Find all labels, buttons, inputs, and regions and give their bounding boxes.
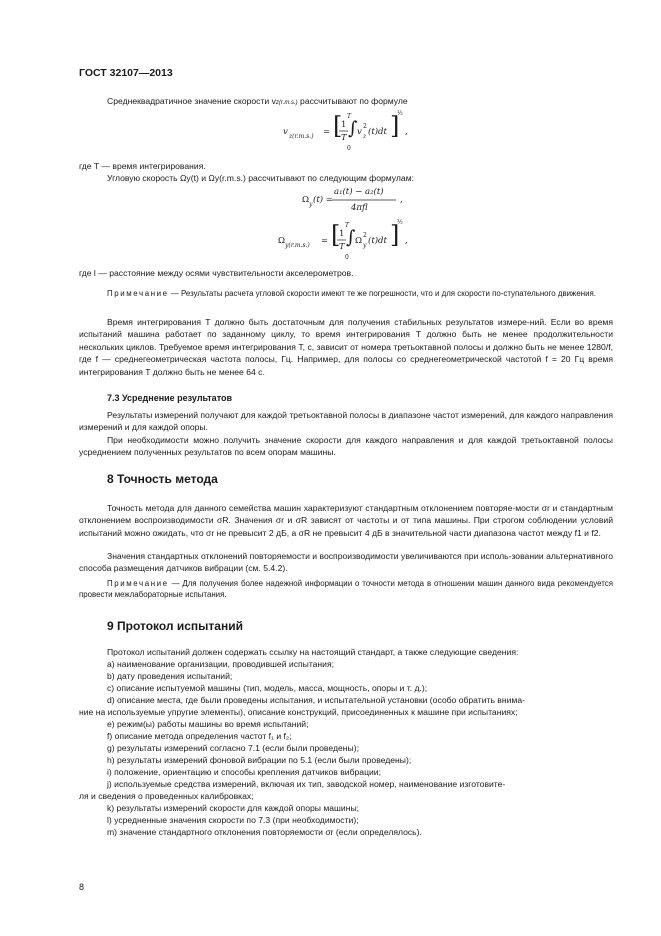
note-1: Примечание — Результаты расчета угловой скорости имеют те же погрешности, что и для скорости по-ступательного движения. xyxy=(107,289,596,298)
list-item: l) усредненные значения скорости по 7.3 (при необходимости); xyxy=(107,815,359,825)
section-7-3-title: 7.3 Усреднение результатов xyxy=(107,393,233,403)
list-item: g) результаты измерений согласно 7.1 (если были проведены); xyxy=(107,743,359,753)
list-item: f) описание метода определения частот f₁ и f₂; xyxy=(107,731,292,741)
angular-intro: Угловую скорость Ωy(t) и Ωy(r.m.s.) рассчитывают по следующим формулам: xyxy=(107,173,415,183)
document-page: ГОСТ 32107—2013 Среднеквадратичное значение скорости vz(r.m.s.) рассчитывают по формуле v z(r.m.s.) = [ 1 T T ∫ 0 v 2 z (t)dt ] ½ , где T — время интегрирования. Угловую скорость Ωy(t) и Ωy(r.m.s.) рассчитывают по следующим формулам: Ω y (t) = a₁(t) − a₂(t) 4πfl , Ω y(r.m.s.) = [ 1 T T ∫ 0 Ω 2 y (t)dt ] ½ , где l — расстояние между осями чувствительности акселерометров. Примечание — Результаты расчета угловой скорости имеют те же погрешности, что и для скорости по-ступательного движения. Время интегрирования T должно быть достаточным для получения стабильных результатов измере-ний. Если во время испытаний машина работает по заданному циклу, то время интегрирования T должно быть не менее продолжительности нескольких циклов. Требуемое время интегрирования T, с, зависит от номера третьоктавной полосы и должно быть не менее 1280/f, где f — среднегеометрическая частота полосы, Гц. Например, для полосы со среднегеометрической частотой f = 20 Гц время интегрирования T должно быть не менее 64 с. 7.3 Усреднение результатов Результаты измерений получают для каждой третьоктавной полосы в диапазоне частот измерений, для каждого направления измерений и для каждой опоры. При необходимости можно получить значение скорости для каждого направления и для каждой третьоктавной полосы усреднением полученных результатов по всем опорам машины. 8 Точность метода Точность метода для данного семейства машин характеризуют стандартным отклонением повторяе-мости σr и стандартным отклонением воспроизводимости σR. Значения σr и σR зависят от частоты и от типа машины. При строгом соблюдении условий испытаний можно ожидать, что σr не превысит 2 дБ, а σR не превысит 4 дБ в значительной части диапазона частот между f1 и f2. Значения стандартных отклонений повторяемости и воспроизводимости увеличиваются при исполь-зовании альтернативного способа размещения датчиков вибрации (см. 5.4.2). Примечание — Для получения более надежной информации о точности метода в отношении машин данного вида рекомендуется провести межлабораторные испытания. 9 Протокол испытаний Протокол испытаний должен содержать ссылку на настоящий стандарт, а также следующие сведения: а) наименование организации, проводившей испытания; b) дату проведения испытаний; с) описание испытуемой машины (тип, модель, масса, мощность, опоры и т. д.); d) описание места, где были проведены испытания, и испытательной установки (особо обратить внима- ние на используемые упругие элементы), описание конструкций, присоединенных к машине при испытаниях; е) режим(ы) работы машины во время испытаний; f) описание метода определения частот f₁ и f₂; g) результаты измерений согласно 7.1 (если были проведены); h) результаты измерений фоновой вибрации по 5.1 (если были проведены); i) положение, ориентацию и способы крепления датчиков вибрации; j) используемые средства измерений, включая их тип, заводской номер, наименование изготовите- ля и сведения о проведенных калибровках; k) результаты измерений скорости для каждой опоры машины; l) усредненные значения скорости по 7.3 (при необходимости); m) значение стандартного отклонения повторяемости σr (если определялось). 8 xyxy=(79,67,613,892)
list-item: h) результаты измерений фоновой вибрации по 5.1 (если были проведены); xyxy=(107,755,412,765)
where-l: где l — расстояние между осями чувствительности акселерометров. xyxy=(79,268,354,278)
page-number: 8 xyxy=(79,882,85,892)
section-9-title: 9 Протокол испытаний xyxy=(107,619,243,633)
fraction-line xyxy=(337,239,347,241)
list-item: i) положение, ориентацию и способы крепления датчиков вибрации; xyxy=(107,767,381,777)
formula-intro: Среднеквадратичное значение скорости vz(r.m.s.) рассчитывают по формуле xyxy=(107,96,408,106)
paragraph-7-3-a: Результаты измерений получают для каждой третьоктавной полосы в диапазоне частот измерений, для каждого направления измерений и для каждой опоры. xyxy=(79,410,613,433)
fraction-line xyxy=(332,199,398,201)
paragraph-9: Протокол испытаний должен содержать ссылку на настоящий стандарт, а также следующие сведения: xyxy=(107,647,519,657)
section-8-title: 8 Точность метода xyxy=(107,472,218,486)
paragraph-7-3-b: При необходимости можно получить значение скорости для каждого направления и для каждой третьоктавной полосы усреднением полученных результатов по всем опорам машины. xyxy=(79,435,613,458)
list-item: d) описание места, где были проведены испытания, и испытательной установки (особо обратить внима- xyxy=(107,695,525,705)
list-item: b) дату проведения испытаний; xyxy=(107,671,233,681)
note-2: Примечание — Для получения более надежной информации о точности метода в отношении машин данного вида рекомендуется провести межлабораторные испытания. xyxy=(79,579,613,600)
list-item: ля и сведения о проведенных калибровках; xyxy=(79,791,254,801)
list-item: k) результаты измерений скорости для каждой опоры машины; xyxy=(107,803,360,813)
list-item: j) используемые средства измерений, включая их тип, заводской номер, наименование изготовите- xyxy=(107,779,506,789)
document-header: ГОСТ 32107—2013 xyxy=(79,67,173,79)
paragraph-8-b: Значения стандартных отклонений повторяемости и воспроизводимости увеличиваются при исполь-зовании альтернативного способа размещения датчиков вибрации (см. 5.4.2). xyxy=(79,551,613,574)
paragraph-8-a: Точность метода для данного семейства машин характеризуют стандартным отклонением повторяе-мости σr и стандартным отклонением воспроизводимости σR. Значения σr и σR зависят от частоты и от типа машины. При строгом соблюдении условий испытаний можно ожидать, что σr не превысит 2 дБ, а σR не превысит 4 дБ в значительной части диапазона частот между f1 и f2. xyxy=(79,503,613,538)
list-item: е) режим(ы) работы машины во время испытаний; xyxy=(107,719,309,729)
list-item: ние на используемые упругие элементы), описание конструкций, присоединенных к машине при испытаниях; xyxy=(79,707,518,717)
where-T: где T — время интегрирования. xyxy=(79,161,206,171)
list-item: а) наименование организации, проводившей испытания; xyxy=(107,659,335,669)
fraction-line xyxy=(339,130,349,132)
list-item: m) значение стандартного отклонения повторяемости σr (если определялось). xyxy=(107,827,422,837)
paragraph-integration-time: Время интегрирования T должно быть достаточным для получения стабильных результатов измере-ний. Если во время испытаний машина работает по заданному циклу, то время интегрирования T должно быть не менее продолжительности нескольких циклов. Требуемое время интегрирования T, с, зависит от номера третьоктавной полосы и должно быть не менее 1280/f, где f — среднегеометрическая частота полосы, Гц. Например, для полосы со среднегеометрической частотой f = 20 Гц время интегрирования T должно быть не менее 64 с. xyxy=(79,317,613,377)
list-item: с) описание испытуемой машины (тип, модель, масса, мощность, опоры и т. д.); xyxy=(107,683,428,693)
